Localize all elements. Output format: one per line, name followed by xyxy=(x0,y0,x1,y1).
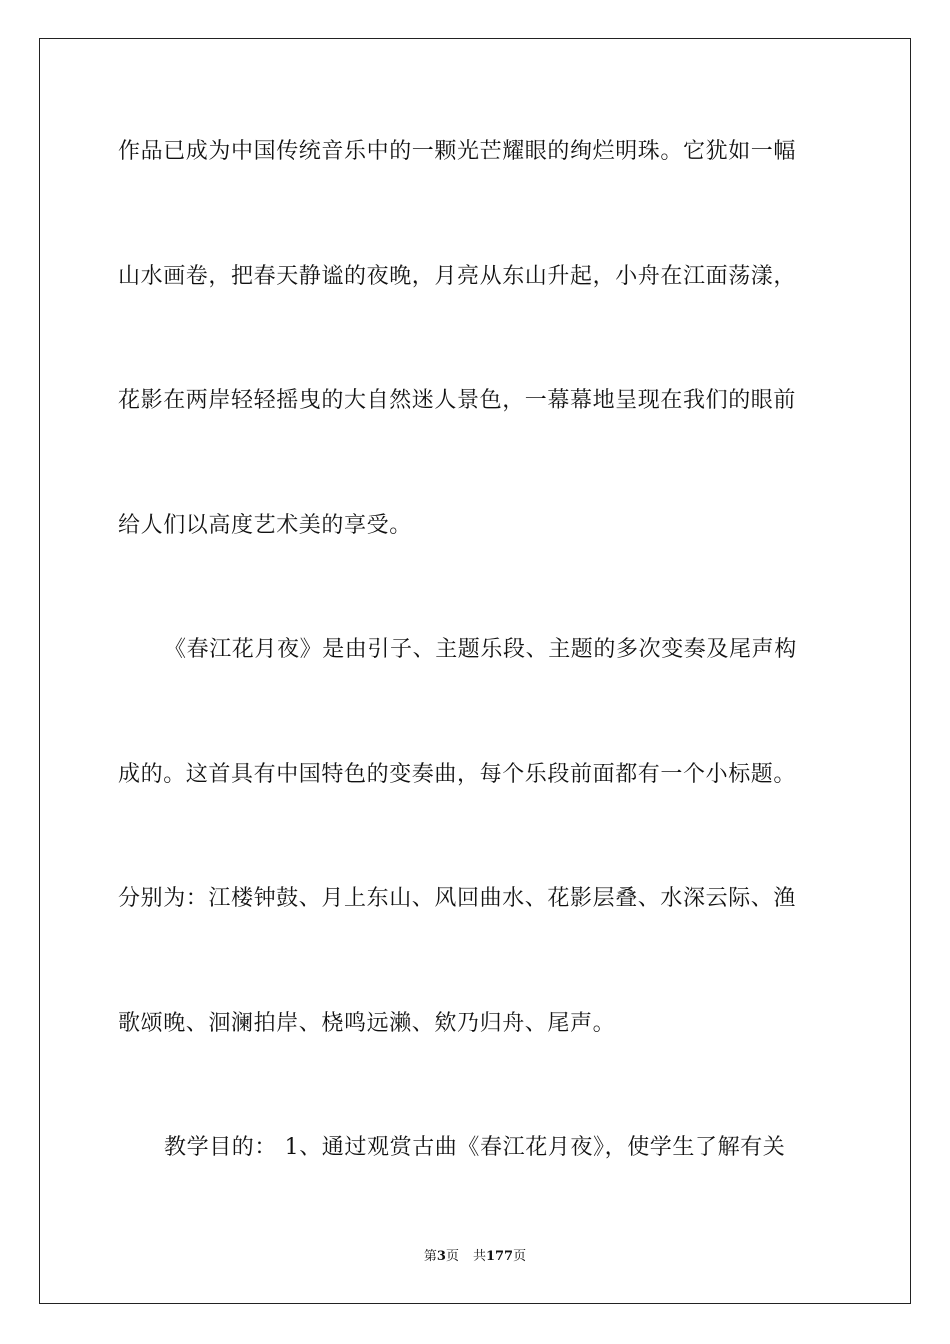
paragraph-line: 作品已成为中国传统音乐中的一颗光芒耀眼的绚烂明珠。它犹如一幅 xyxy=(118,139,797,164)
page-border xyxy=(39,38,911,1304)
page-footer xyxy=(0,1248,950,1266)
paragraph-line: 分别为：江楼钟鼓、月上东山、风回曲水、花影层叠、水深云际、渔 xyxy=(118,886,797,911)
page-number: 3 xyxy=(436,1249,446,1264)
paragraph-line: 给人们以高度艺术美的享受。 xyxy=(118,513,412,538)
total-pages: 177 xyxy=(485,1249,514,1264)
paragraph-line: 《春江花月夜》是由引子、主题乐段、主题的多次变奏及尾声构 xyxy=(164,637,797,662)
paragraph-line: 成的。这首具有中国特色的变奏曲，每个乐段前面都有一个小标题。 xyxy=(118,762,797,787)
total-prefix: 共 xyxy=(472,1249,486,1264)
page-suffix: 页 xyxy=(445,1249,459,1264)
paragraph-line: 教学目的： 1、通过观赏古曲《春江花月夜》，使学生了解有关 xyxy=(164,1135,786,1160)
paragraph-line: 花影在两岸轻轻摇曳的大自然迷人景色，一幕幕地呈现在我们的眼前 xyxy=(118,388,797,413)
paragraph-line: 歌颂晚、洄澜拍岸、桡鸣远濑、欸乃归舟、尾声。 xyxy=(118,1011,616,1036)
page-prefix: 第 xyxy=(423,1249,437,1264)
total-suffix: 页 xyxy=(513,1249,527,1264)
paragraph-line: 山水画卷，把春天静谧的夜晚，月亮从东山升起，小舟在江面荡漾， xyxy=(118,264,797,289)
